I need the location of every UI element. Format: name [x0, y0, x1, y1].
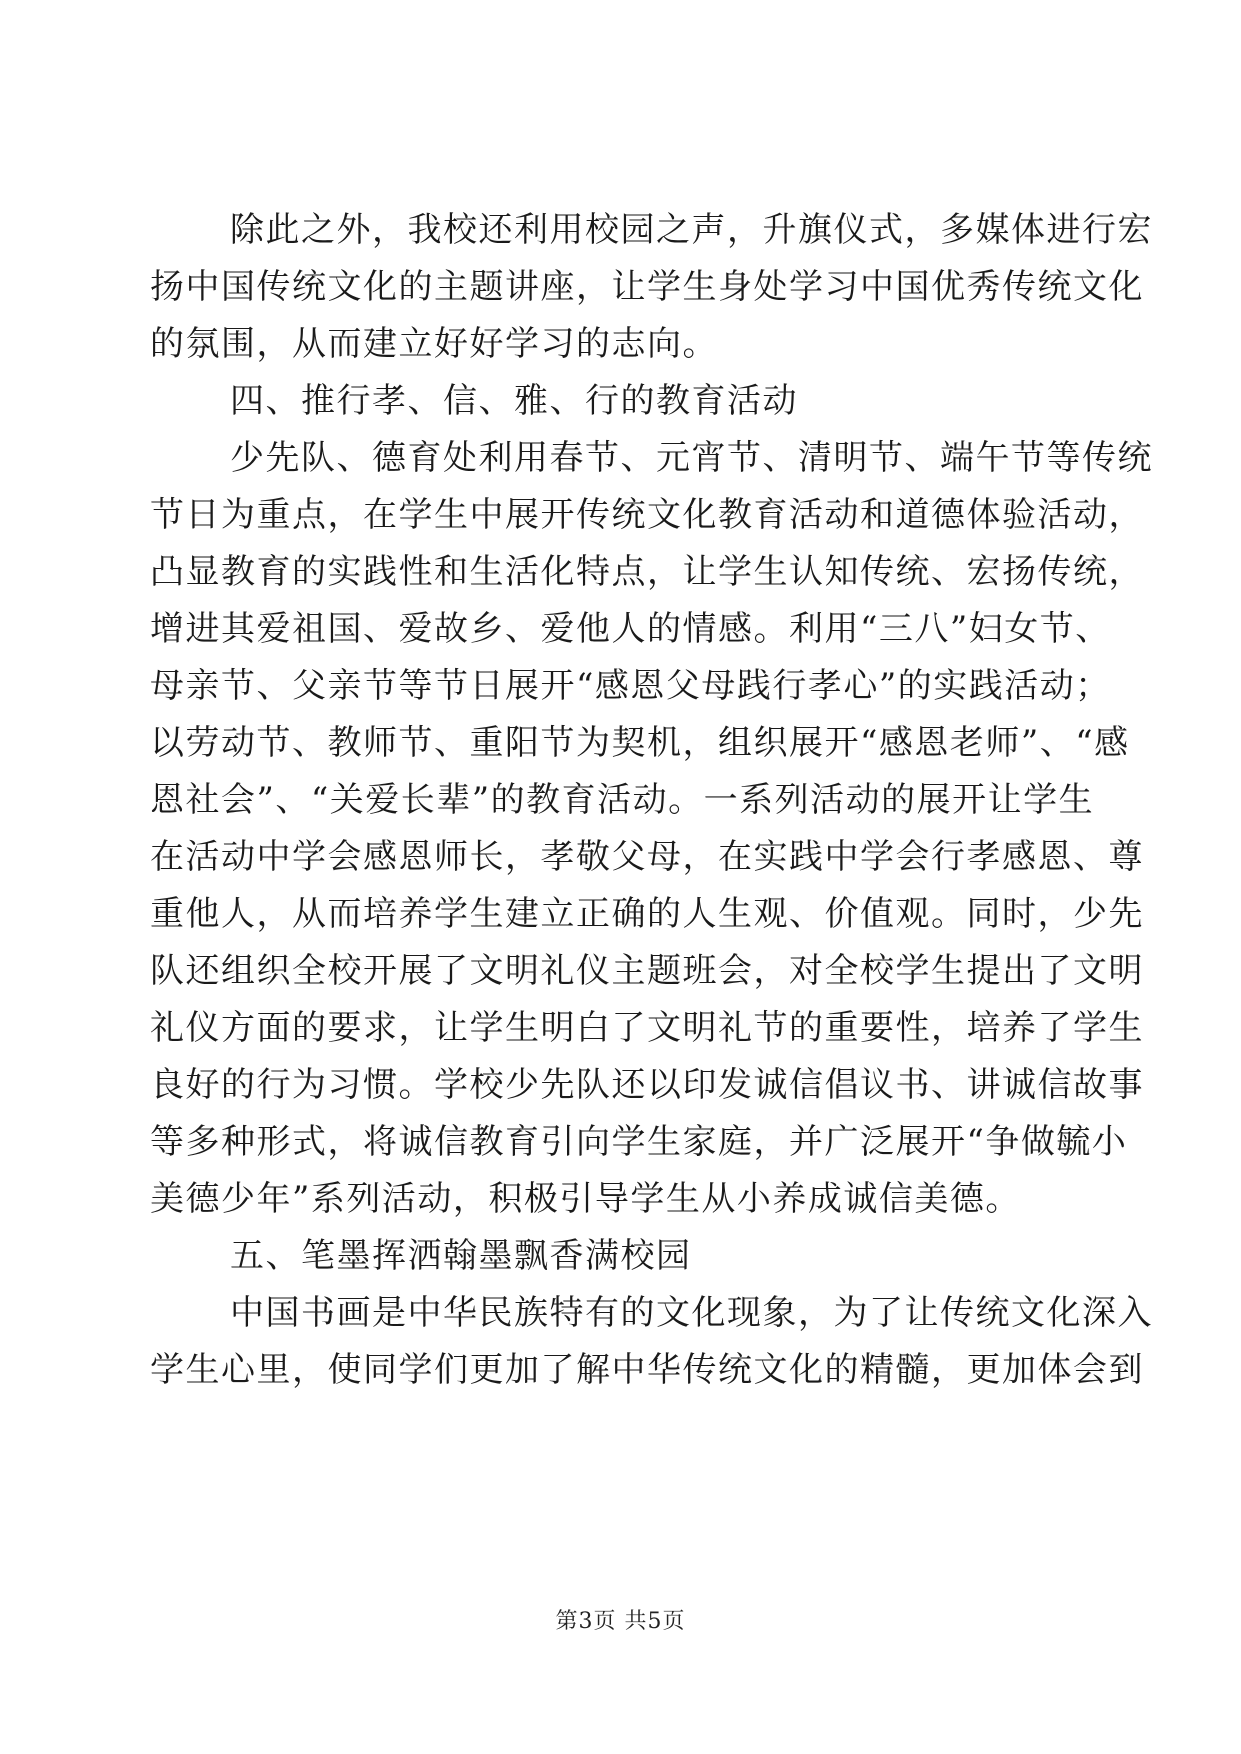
text-line: 良好的行为习惯。学校少先队还以印发诚信倡议书、讲诚信故事	[150, 1065, 1144, 1105]
text-line: 重他人，从而培养学生建立正确的人生观、价值观。同时，少先	[150, 894, 1144, 934]
text-line: 恩社会”、“关爱长辈”的教育活动。一系列活动的展开让学生	[150, 780, 1095, 820]
text-line: 在活动中学会感恩师长，孝敬父母，在实践中学会行孝感恩、尊	[150, 837, 1144, 877]
text-line: 队还组织全校开展了文明礼仪主题班会，对全校学生提出了文明	[150, 951, 1144, 991]
text-line: 中国书画是中华民族特有的文化现象，为了让传统文化深入	[230, 1293, 1153, 1333]
text-line: 礼仪方面的要求，让学生明白了文明礼节的重要性，培养了学生	[150, 1008, 1144, 1048]
page-number: 第3页 共5页	[555, 1609, 686, 1634]
text-line: 学生心里，使同学们更加了解中华传统文化的精髓，更加体会到	[150, 1350, 1144, 1390]
text-line: 少先队、德育处利用春节、元宵节、清明节、端午节等传统	[230, 438, 1153, 478]
text-line: 以劳动节、教师节、重阳节为契机，组织展开“感恩老师”、“感	[150, 723, 1130, 763]
section-heading: 四、推行孝、信、雅、行的教育活动	[230, 381, 798, 421]
text-line: 增进其爱祖国、爱故乡、爱他人的情感。利用“三八”妇女节、	[150, 609, 1111, 649]
text-line: 扬中国传统文化的主题讲座，让学生身处学习中国优秀传统文化	[150, 267, 1144, 307]
section-heading: 五、笔墨挥洒翰墨飘香满校园	[230, 1236, 692, 1276]
text-line: 母亲节、父亲节等节日展开“感恩父母践行孝心”的实践活动；	[150, 666, 1111, 706]
text-line: 除此之外，我校还利用校园之声，升旗仪式，多媒体进行宏	[230, 210, 1153, 250]
text-line: 等多种形式，将诚信教育引向学生家庭，并广泛展开“争做毓小	[150, 1122, 1128, 1162]
text-line: 美德少年”系列活动，积极引导学生从小养成诚信美德。	[150, 1179, 1021, 1219]
text-line: 凸显教育的实践性和生活化特点，让学生认知传统、宏扬传统，	[150, 552, 1144, 592]
text-line: 节日为重点，在学生中展开传统文化教育活动和道德体验活动，	[150, 495, 1144, 535]
text-line: 的氛围，从而建立好好学习的志向。	[150, 324, 718, 364]
